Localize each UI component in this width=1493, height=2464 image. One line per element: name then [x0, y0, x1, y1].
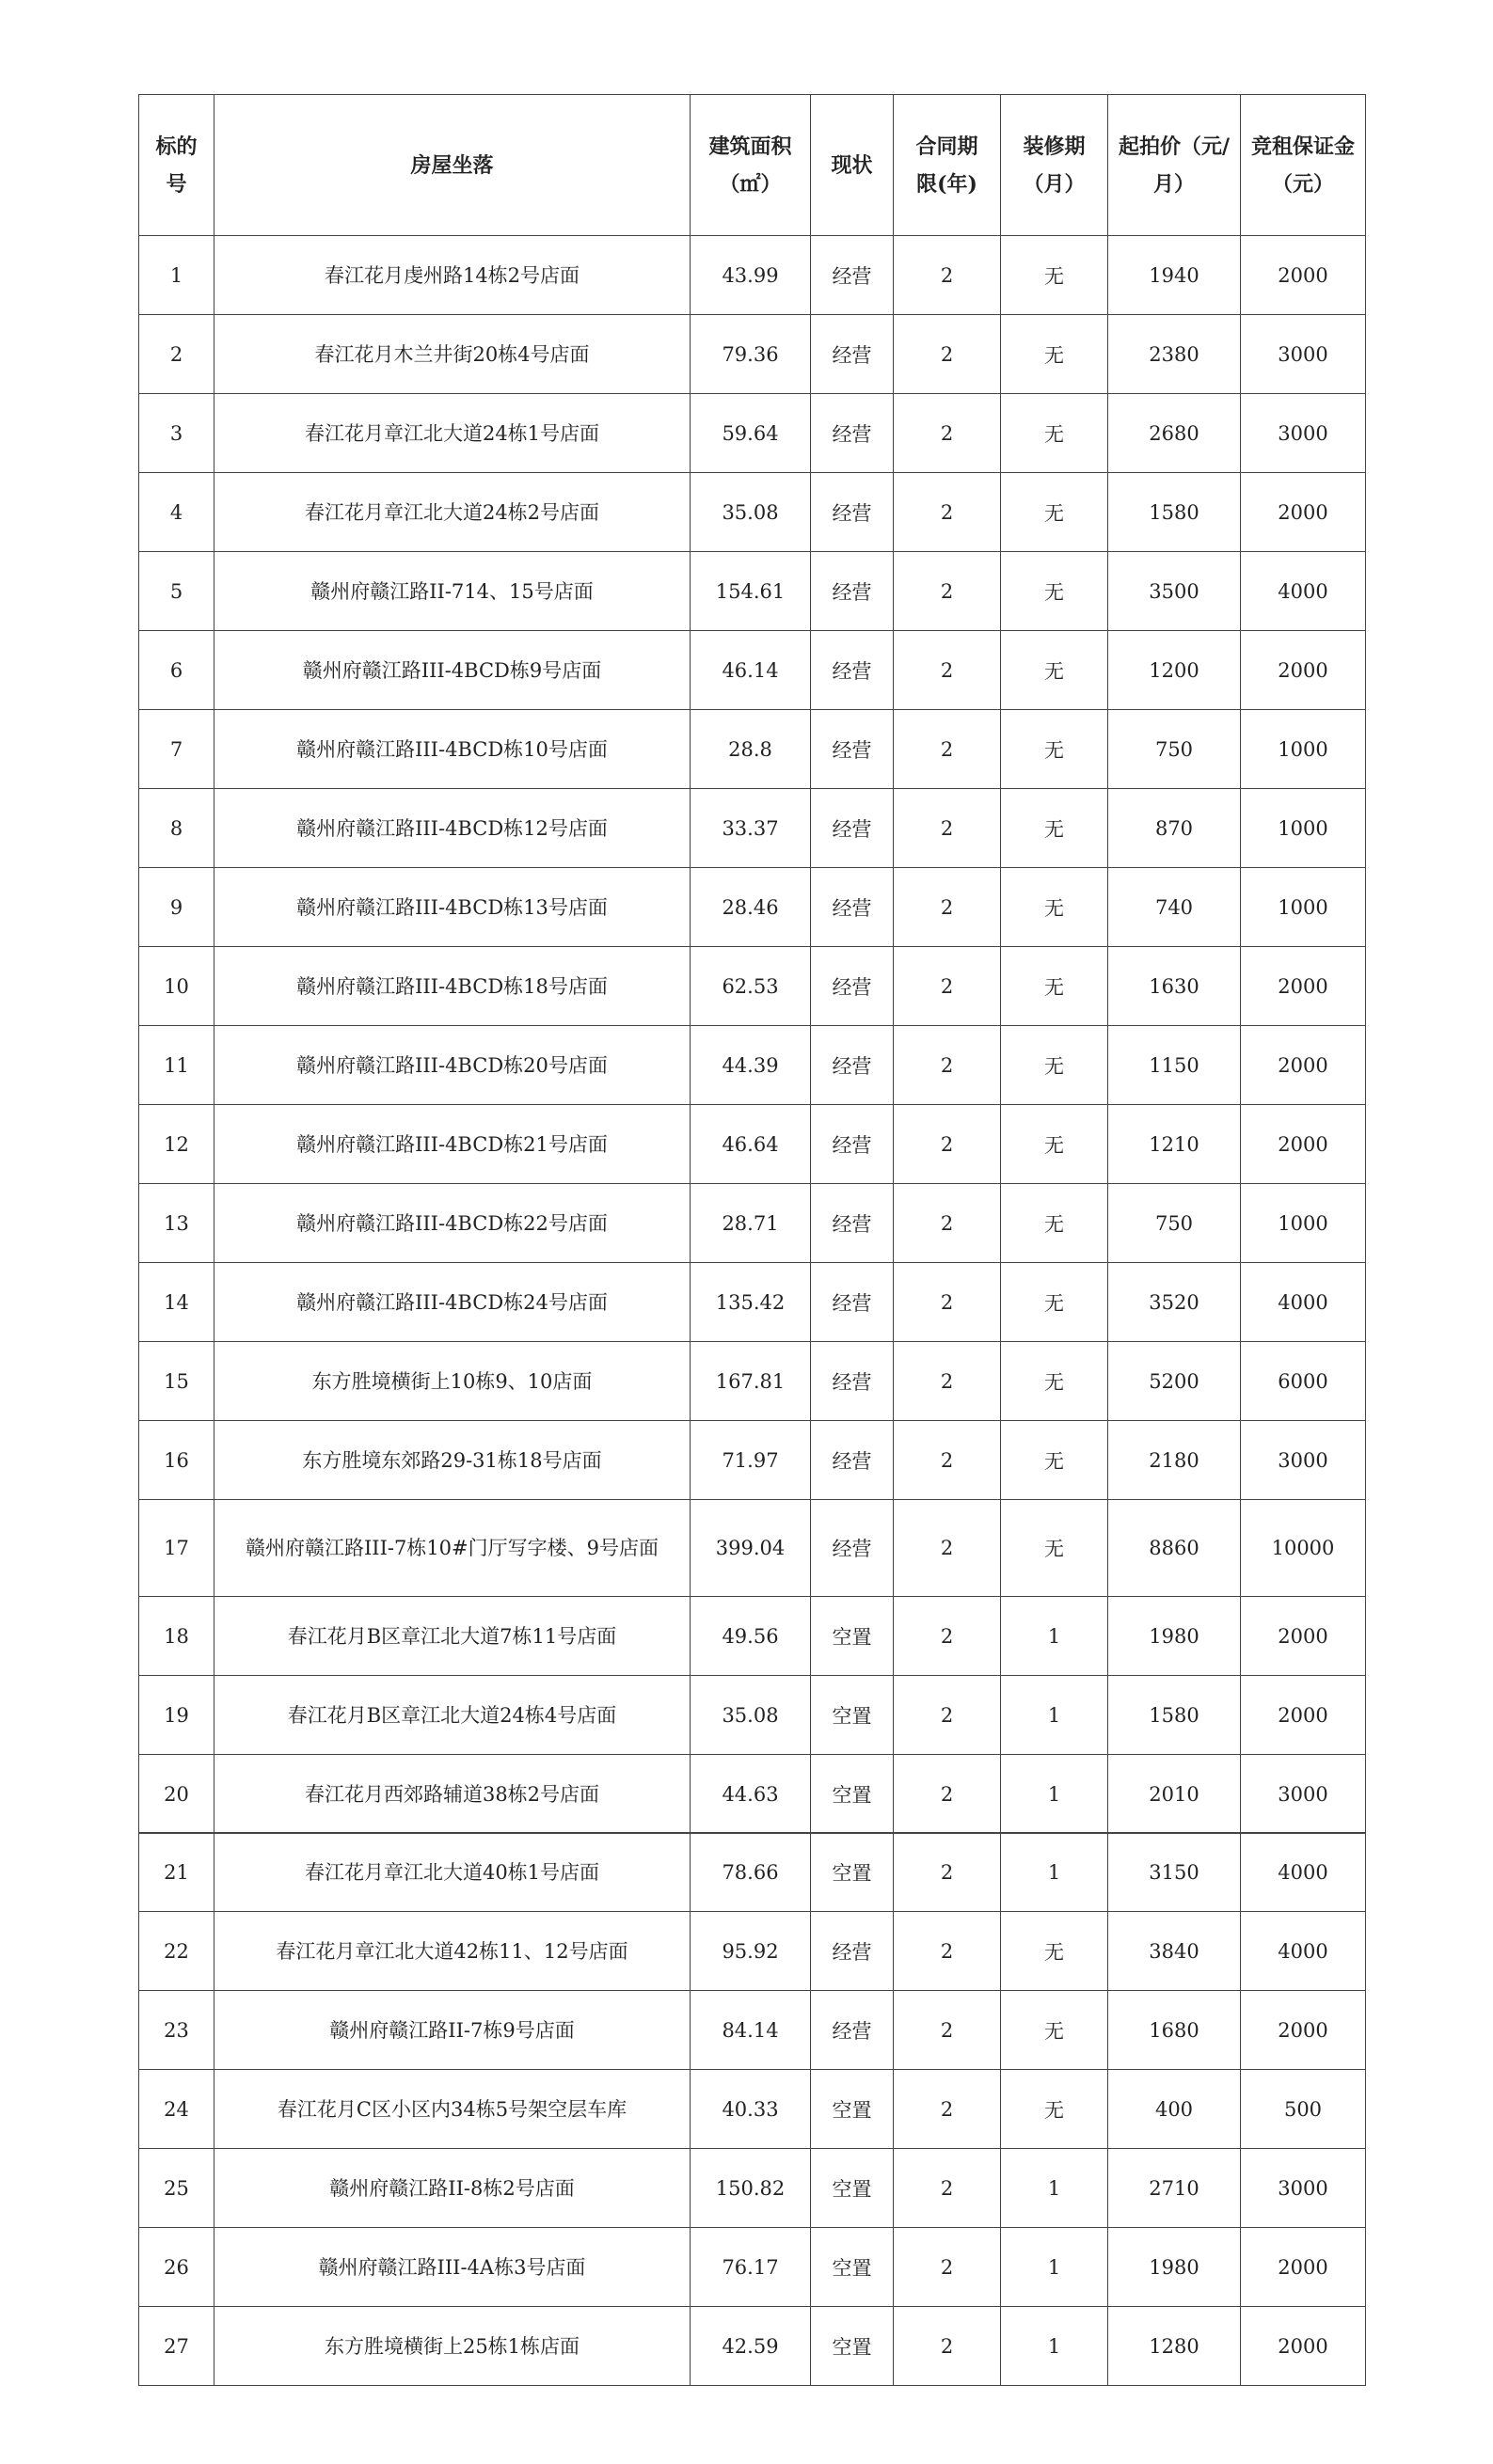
cell-status: 经营 — [811, 1342, 894, 1421]
cell-no: 25 — [139, 2149, 214, 2228]
table-row — [139, 2228, 1366, 2307]
cell-status: 经营 — [811, 473, 894, 552]
cell-price: 3520 — [1108, 1263, 1241, 1342]
cell-location: 东方胜境横街上10栋9、10店面 — [214, 1342, 691, 1421]
cell-price: 8860 — [1108, 1500, 1241, 1597]
header-decoration: 装修期（月） — [1001, 95, 1108, 236]
cell-area: 71.97 — [691, 1421, 811, 1500]
cell-no: 2 — [139, 315, 214, 394]
cell-decoration: 无 — [1001, 473, 1108, 552]
cell-term: 2 — [894, 631, 1001, 710]
cell-decoration: 1 — [1001, 1676, 1108, 1755]
cell-status: 空置 — [811, 2149, 894, 2228]
cell-term: 2 — [894, 1421, 1001, 1500]
cell-no: 14 — [139, 1263, 214, 1342]
header-term: 合同期限(年) — [894, 95, 1001, 236]
table-row — [139, 1105, 1366, 1184]
cell-location: 春江花月西郊路辅道38栋2号店面 — [214, 1755, 691, 1834]
cell-price: 5200 — [1108, 1342, 1241, 1421]
cell-term: 2 — [894, 1263, 1001, 1342]
cell-location: 赣州府赣江路III-4BCD栋20号店面 — [214, 1026, 691, 1105]
cell-decoration: 1 — [1001, 1833, 1108, 1912]
cell-price: 1200 — [1108, 631, 1241, 710]
cell-price: 3500 — [1108, 552, 1241, 631]
cell-term: 2 — [894, 315, 1001, 394]
cell-area: 167.81 — [691, 1342, 811, 1421]
cell-deposit: 2000 — [1241, 2228, 1366, 2307]
table-row — [139, 1597, 1366, 1676]
cell-status: 经营 — [811, 1912, 894, 1991]
cell-deposit: 4000 — [1241, 1912, 1366, 1991]
cell-term: 2 — [894, 1676, 1001, 1755]
cell-status: 经营 — [811, 1105, 894, 1184]
cell-location: 赣州府赣江路III-4BCD栋22号店面 — [214, 1184, 691, 1263]
cell-location: 赣州府赣江路II-8栋2号店面 — [214, 2149, 691, 2228]
cell-no: 26 — [139, 2228, 214, 2307]
cell-location: 东方胜境东郊路29-31栋18号店面 — [214, 1421, 691, 1500]
table-row — [139, 394, 1366, 473]
cell-decoration: 无 — [1001, 789, 1108, 868]
cell-price: 1630 — [1108, 947, 1241, 1026]
cell-price: 1280 — [1108, 2307, 1241, 2386]
cell-status: 经营 — [811, 1184, 894, 1263]
cell-area: 78.66 — [691, 1833, 811, 1912]
cell-deposit: 4000 — [1241, 552, 1366, 631]
cell-location: 赣州府赣江路III-7栋10#门厅写字楼、9号店面 — [214, 1500, 691, 1597]
cell-decoration: 1 — [1001, 1755, 1108, 1834]
cell-deposit: 3000 — [1241, 1755, 1366, 1834]
table-row — [139, 1912, 1366, 1991]
cell-status: 空置 — [811, 1597, 894, 1676]
cell-term: 2 — [894, 2149, 1001, 2228]
cell-area: 154.61 — [691, 552, 811, 631]
cell-location: 赣州府赣江路III-4BCD栋24号店面 — [214, 1263, 691, 1342]
cell-decoration: 无 — [1001, 947, 1108, 1026]
cell-area: 28.71 — [691, 1184, 811, 1263]
cell-status: 经营 — [811, 1991, 894, 2070]
cell-location: 赣州府赣江路II-7栋9号店面 — [214, 1991, 691, 2070]
cell-area: 79.36 — [691, 315, 811, 394]
cell-term: 2 — [894, 1342, 1001, 1421]
cell-deposit: 2000 — [1241, 631, 1366, 710]
cell-area: 59.64 — [691, 394, 811, 473]
cell-no: 1 — [139, 236, 214, 315]
cell-location: 赣州府赣江路III-4BCD栋21号店面 — [214, 1105, 691, 1184]
cell-status: 经营 — [811, 947, 894, 1026]
cell-term: 2 — [894, 947, 1001, 1026]
cell-area: 135.42 — [691, 1263, 811, 1342]
cell-term: 2 — [894, 1991, 1001, 2070]
cell-decoration: 无 — [1001, 236, 1108, 315]
cell-location: 东方胜境横街上25栋1栋店面 — [214, 2307, 691, 2386]
cell-deposit: 1000 — [1241, 1184, 1366, 1263]
cell-status: 经营 — [811, 236, 894, 315]
cell-price: 1680 — [1108, 1991, 1241, 2070]
cell-price: 2010 — [1108, 1755, 1241, 1834]
cell-decoration: 1 — [1001, 2307, 1108, 2386]
cell-no: 6 — [139, 631, 214, 710]
cell-deposit: 2000 — [1241, 2307, 1366, 2386]
cell-status: 空置 — [811, 2228, 894, 2307]
cell-term: 2 — [894, 1184, 1001, 1263]
cell-no: 4 — [139, 473, 214, 552]
header-location: 房屋坐落 — [214, 95, 691, 236]
cell-no: 15 — [139, 1342, 214, 1421]
cell-decoration: 无 — [1001, 315, 1108, 394]
cell-deposit: 1000 — [1241, 789, 1366, 868]
cell-deposit: 3000 — [1241, 315, 1366, 394]
cell-area: 62.53 — [691, 947, 811, 1026]
cell-deposit: 3000 — [1241, 2149, 1366, 2228]
cell-location: 赣州府赣江路III-4BCD栋10号店面 — [214, 710, 691, 789]
cell-area: 43.99 — [691, 236, 811, 315]
cell-area: 42.59 — [691, 2307, 811, 2386]
cell-price: 2380 — [1108, 315, 1241, 394]
cell-price: 1580 — [1108, 1676, 1241, 1755]
cell-term: 2 — [894, 236, 1001, 315]
cell-location: 赣州府赣江路III-4BCD栋9号店面 — [214, 631, 691, 710]
cell-area: 49.56 — [691, 1597, 811, 1676]
cell-price: 750 — [1108, 710, 1241, 789]
cell-price: 1940 — [1108, 236, 1241, 315]
cell-term: 2 — [894, 552, 1001, 631]
cell-area: 28.8 — [691, 710, 811, 789]
cell-status: 空置 — [811, 2307, 894, 2386]
cell-deposit: 1000 — [1241, 868, 1366, 947]
cell-area: 28.46 — [691, 868, 811, 947]
cell-area: 46.64 — [691, 1105, 811, 1184]
cell-no: 13 — [139, 1184, 214, 1263]
cell-deposit: 2000 — [1241, 1676, 1366, 1755]
cell-status: 经营 — [811, 315, 894, 394]
cell-deposit: 2000 — [1241, 1991, 1366, 2070]
cell-price: 740 — [1108, 868, 1241, 947]
table-row — [139, 473, 1366, 552]
table-row — [139, 789, 1366, 868]
cell-term: 2 — [894, 1755, 1001, 1834]
table-row — [139, 710, 1366, 789]
cell-deposit: 6000 — [1241, 1342, 1366, 1421]
cell-decoration: 无 — [1001, 394, 1108, 473]
table-row — [139, 1833, 1366, 1912]
cell-no: 22 — [139, 1912, 214, 1991]
cell-term: 2 — [894, 2307, 1001, 2386]
cell-location: 春江花月B区章江北大道7栋11号店面 — [214, 1597, 691, 1676]
table-row — [139, 2070, 1366, 2149]
header-status: 现状 — [811, 95, 894, 236]
cell-term: 2 — [894, 868, 1001, 947]
table-row — [139, 1026, 1366, 1105]
cell-deposit: 2000 — [1241, 1105, 1366, 1184]
table-row — [139, 868, 1366, 947]
cell-location: 春江花月章江北大道40栋1号店面 — [214, 1833, 691, 1912]
cell-no: 17 — [139, 1500, 214, 1597]
cell-location: 赣州府赣江路III-4BCD栋13号店面 — [214, 868, 691, 947]
cell-term: 2 — [894, 710, 1001, 789]
table-row — [139, 1991, 1366, 2070]
cell-no: 23 — [139, 1991, 214, 2070]
cell-deposit: 4000 — [1241, 1833, 1366, 1912]
cell-location: 赣州府赣江路III-4BCD栋18号店面 — [214, 947, 691, 1026]
cell-no: 9 — [139, 868, 214, 947]
cell-status: 空置 — [811, 1755, 894, 1834]
table-row — [139, 1500, 1366, 1597]
cell-no: 10 — [139, 947, 214, 1026]
cell-status: 经营 — [811, 1263, 894, 1342]
cell-decoration: 无 — [1001, 1342, 1108, 1421]
cell-price: 750 — [1108, 1184, 1241, 1263]
cell-price: 1210 — [1108, 1105, 1241, 1184]
cell-decoration: 无 — [1001, 2070, 1108, 2149]
cell-price: 870 — [1108, 789, 1241, 868]
cell-no: 21 — [139, 1833, 214, 1912]
cell-term: 2 — [894, 789, 1001, 868]
cell-area: 40.33 — [691, 2070, 811, 2149]
cell-location: 春江花月章江北大道42栋11、12号店面 — [214, 1912, 691, 1991]
cell-term: 2 — [894, 394, 1001, 473]
cell-deposit: 3000 — [1241, 394, 1366, 473]
table-row — [139, 552, 1366, 631]
cell-location: 赣州府赣江路II-714、15号店面 — [214, 552, 691, 631]
table-row — [139, 1184, 1366, 1263]
cell-status: 经营 — [811, 710, 894, 789]
property-table — [138, 94, 1366, 1834]
cell-area: 46.14 — [691, 631, 811, 710]
cell-price: 3150 — [1108, 1833, 1241, 1912]
cell-price: 1580 — [1108, 473, 1241, 552]
cell-price: 2710 — [1108, 2149, 1241, 2228]
cell-status: 空置 — [811, 1676, 894, 1755]
table-row — [139, 236, 1366, 315]
cell-location: 春江花月C区小区内34栋5号架空层车库 — [214, 2070, 691, 2149]
cell-area: 399.04 — [691, 1500, 811, 1597]
cell-no: 12 — [139, 1105, 214, 1184]
table-row — [139, 1263, 1366, 1342]
cell-term: 2 — [894, 1912, 1001, 1991]
cell-price: 1980 — [1108, 2228, 1241, 2307]
cell-area: 33.37 — [691, 789, 811, 868]
cell-location: 春江花月章江北大道24栋2号店面 — [214, 473, 691, 552]
cell-deposit: 3000 — [1241, 1421, 1366, 1500]
table-row — [139, 1755, 1366, 1834]
cell-area: 44.63 — [691, 1755, 811, 1834]
cell-deposit: 2000 — [1241, 1597, 1366, 1676]
cell-status: 经营 — [811, 789, 894, 868]
cell-deposit: 2000 — [1241, 473, 1366, 552]
cell-location: 春江花月木兰井街20栋4号店面 — [214, 315, 691, 394]
cell-status: 经营 — [811, 1421, 894, 1500]
cell-decoration: 无 — [1001, 1421, 1108, 1500]
cell-status: 空置 — [811, 2070, 894, 2149]
cell-status: 经营 — [811, 1500, 894, 1597]
cell-status: 经营 — [811, 552, 894, 631]
cell-term: 2 — [894, 1500, 1001, 1597]
cell-deposit: 1000 — [1241, 710, 1366, 789]
table-row — [139, 1676, 1366, 1755]
table-row — [139, 2307, 1366, 2386]
cell-no: 8 — [139, 789, 214, 868]
cell-area: 35.08 — [691, 473, 811, 552]
cell-deposit: 500 — [1241, 2070, 1366, 2149]
cell-status: 经营 — [811, 868, 894, 947]
cell-no: 27 — [139, 2307, 214, 2386]
cell-area: 84.14 — [691, 1991, 811, 2070]
table-header-row — [139, 95, 1366, 236]
cell-term: 2 — [894, 1026, 1001, 1105]
cell-status: 经营 — [811, 1026, 894, 1105]
cell-location: 赣州府赣江路III-4A栋3号店面 — [214, 2228, 691, 2307]
cell-no: 5 — [139, 552, 214, 631]
cell-decoration: 无 — [1001, 1263, 1108, 1342]
cell-decoration: 无 — [1001, 1105, 1108, 1184]
cell-price: 2680 — [1108, 394, 1241, 473]
cell-no: 3 — [139, 394, 214, 473]
cell-no: 11 — [139, 1026, 214, 1105]
table-row — [139, 1342, 1366, 1421]
cell-area: 44.39 — [691, 1026, 811, 1105]
cell-area: 95.92 — [691, 1912, 811, 1991]
property-table-continued — [138, 1832, 1366, 2386]
cell-deposit: 2000 — [1241, 947, 1366, 1026]
cell-deposit: 2000 — [1241, 1026, 1366, 1105]
header-price: 起拍价（元/月） — [1108, 95, 1241, 236]
cell-price: 2180 — [1108, 1421, 1241, 1500]
cell-term: 2 — [894, 1833, 1001, 1912]
table-row — [139, 315, 1366, 394]
cell-status: 经营 — [811, 631, 894, 710]
cell-deposit: 10000 — [1241, 1500, 1366, 1597]
cell-decoration: 1 — [1001, 2228, 1108, 2307]
cell-location: 春江花月章江北大道24栋1号店面 — [214, 394, 691, 473]
cell-decoration: 无 — [1001, 1184, 1108, 1263]
cell-decoration: 无 — [1001, 1991, 1108, 2070]
table-row — [139, 2149, 1366, 2228]
cell-term: 2 — [894, 2228, 1001, 2307]
cell-no: 20 — [139, 1755, 214, 1834]
cell-decoration: 无 — [1001, 1912, 1108, 1991]
cell-deposit: 2000 — [1241, 236, 1366, 315]
cell-status: 空置 — [811, 1833, 894, 1912]
table-row — [139, 947, 1366, 1026]
cell-deposit: 4000 — [1241, 1263, 1366, 1342]
cell-decoration: 1 — [1001, 1597, 1108, 1676]
cell-term: 2 — [894, 1105, 1001, 1184]
cell-term: 2 — [894, 2070, 1001, 2149]
header-deposit: 竞租保证金（元） — [1241, 95, 1366, 236]
cell-location: 春江花月B区章江北大道24栋4号店面 — [214, 1676, 691, 1755]
cell-no: 7 — [139, 710, 214, 789]
cell-area: 150.82 — [691, 2149, 811, 2228]
cell-decoration: 无 — [1001, 1500, 1108, 1597]
cell-area: 35.08 — [691, 1676, 811, 1755]
cell-status: 经营 — [811, 394, 894, 473]
cell-price: 400 — [1108, 2070, 1241, 2149]
cell-decoration: 无 — [1001, 710, 1108, 789]
cell-area: 76.17 — [691, 2228, 811, 2307]
cell-location: 赣州府赣江路III-4BCD栋12号店面 — [214, 789, 691, 868]
cell-decoration: 无 — [1001, 868, 1108, 947]
cell-no: 16 — [139, 1421, 214, 1500]
cell-no: 18 — [139, 1597, 214, 1676]
header-area: 建筑面积（㎡） — [691, 95, 811, 236]
cell-price: 1150 — [1108, 1026, 1241, 1105]
cell-decoration: 1 — [1001, 2149, 1108, 2228]
cell-no: 19 — [139, 1676, 214, 1755]
table-row — [139, 631, 1366, 710]
cell-decoration: 无 — [1001, 1026, 1108, 1105]
cell-term: 2 — [894, 473, 1001, 552]
cell-price: 3840 — [1108, 1912, 1241, 1991]
cell-decoration: 无 — [1001, 631, 1108, 710]
cell-location: 春江花月虔州路14栋2号店面 — [214, 236, 691, 315]
cell-term: 2 — [894, 1597, 1001, 1676]
table-row — [139, 1421, 1366, 1500]
cell-decoration: 无 — [1001, 552, 1108, 631]
cell-price: 1980 — [1108, 1597, 1241, 1676]
cell-no: 24 — [139, 2070, 214, 2149]
header-no: 标的号 — [139, 95, 214, 236]
